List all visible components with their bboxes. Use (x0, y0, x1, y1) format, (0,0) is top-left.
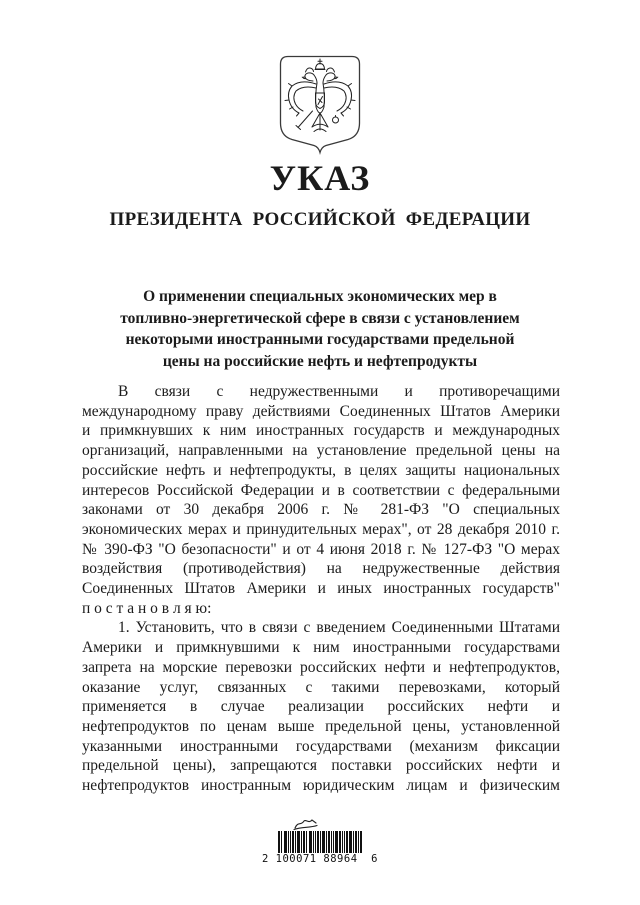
russia-coat-of-arms-icon (279, 55, 361, 155)
body-line: экономических мерах и принудительных мерах", от 28 декабря 2010 г. (82, 520, 560, 538)
subject-line: О применении специальных экономических мер в (143, 288, 497, 305)
body-paragraphs (82, 382, 560, 796)
body-line: и примкнувших к ним иностранных государств и международных (82, 422, 560, 440)
body-line: 1. Установить, что в связи с введением Соединенными Штатами (118, 619, 560, 637)
subject-line: цены на российские нефть и нефтепродукты (162, 353, 478, 371)
body-line: воздействия (противодействия) на недружественные действия (82, 560, 560, 578)
barcode-digits: 2 100071 88964 6 (262, 853, 378, 865)
body-line: законами от 30 декабря 2006 г. № 281-ФЗ "О специальных (82, 501, 560, 519)
document-issuer-title: ПРЕЗИДЕНТА РОССИЙСКОЙ ФЕДЕРАЦИИ (109, 209, 531, 230)
body-line: организаций, направленными на установление предельной цены на (82, 442, 560, 460)
body-line: нефтепродуктов иностранным юридическим лицам и физическим (82, 777, 560, 795)
barcode-bars (278, 831, 362, 853)
body-line: интересов Российской Федерации и в соответствии с федеральными (82, 481, 560, 499)
handwritten-mark-icon (293, 818, 319, 831)
body-line: Соединенных Штатов Америки и иных иностранных государств" (82, 580, 560, 598)
body-line: указанными иностранными государствами (механизм фиксации (82, 737, 560, 755)
body-line: применяется в случае реализации российских нефти и (82, 698, 560, 716)
body-line: № 390-ФЗ "О безопасности" и от 4 июня 2018 г. № 127-ФЗ "О мерах (82, 540, 560, 558)
subject-line: топливно-энергетической сфере в связи с установлением (120, 309, 520, 327)
body-line: п о с т а н о в л я ю: (82, 599, 212, 617)
body-line: международному праву действиями Соединенных Штатов Америки (82, 402, 560, 420)
body-line: российские нефть и нефтепродукты, в целях защиты национальных (82, 461, 560, 479)
body-line: оказание услуг, связанных с такими перевозками, который (82, 678, 560, 696)
body-line: Америки и примкнувшими к ним иностранными государствами (82, 639, 560, 657)
body-line: предельной цены), запрещаются поставки российских нефти и (82, 757, 560, 775)
document-subject (70, 286, 570, 373)
barcode (0, 818, 640, 865)
body-line: В связи с недружественными и противоречащими (118, 383, 560, 400)
document-type-title: УКАЗ (269, 158, 371, 198)
subject-line: некоторыми иностранными государствами предельной (125, 331, 515, 349)
body-line: запрета на морские перевозки российских нефти и нефтепродуктов, (82, 658, 560, 676)
body-line: нефтепродуктов по ценам выше предельной цены, установленной (82, 717, 560, 735)
